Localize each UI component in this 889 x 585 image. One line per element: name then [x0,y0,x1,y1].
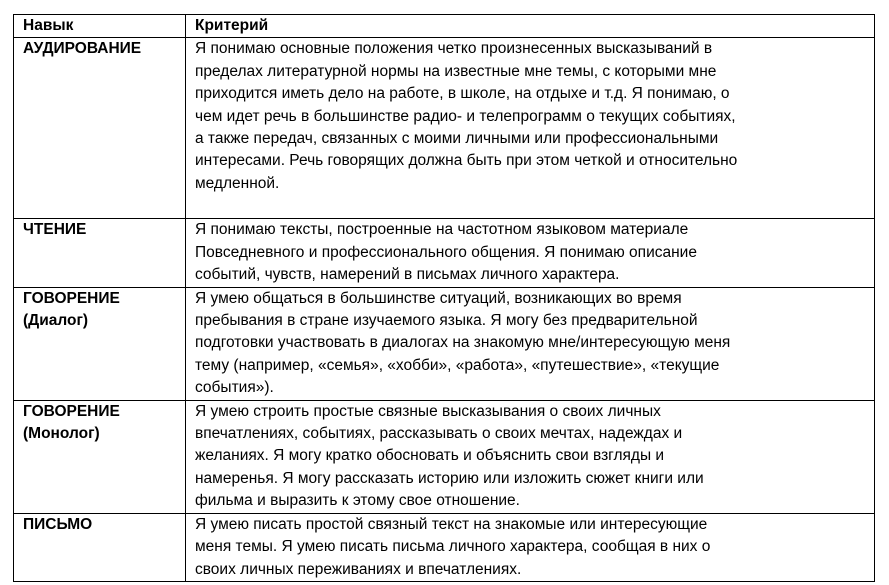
criterion-cell-line: своих личных переживаниях и впечатлениях. [195,560,522,578]
table-row [14,38,875,219]
criterion-cell-line: намеренья. Я могу рассказать историю или изложить сюжет книги или [195,469,704,487]
header-criterion: Критерий [186,15,875,38]
header-skill: Навык [14,15,186,38]
criterion-cell-line: пределах литературной нормы на известные мне темы, с которыми мне [195,62,717,80]
criterion-cell-line: Я умею писать простой связный текст на знакомые или интересующие [195,515,708,533]
criterion-cell-line: события»). [195,379,274,397]
table-header-row [14,15,875,38]
criterion-cell [186,513,875,581]
skill-cell-line: ПИСЬМО [23,515,93,533]
table-row [14,219,875,287]
skill-cell-line: (Диалог) [23,312,89,330]
criterion-cell-line: Я понимаю основные положения четко произнесенных высказываний в [195,40,713,58]
criterion-cell-line: Я умею строить простые связные высказывания о своих личных [195,402,661,420]
skill-cell [14,287,186,400]
skill-cell-line: ГОВОРЕНИЕ [23,402,120,420]
criterion-cell-line: а также передач, связанных с моими личными или профессиональными [195,130,719,148]
table-row [14,400,875,513]
skill-cell [14,513,186,581]
criterion-cell [186,287,875,400]
criterion-cell-line: меня темы. Я умею писать письма личного характера, сообщая в них о [195,538,711,556]
skills-criteria-table [13,14,875,582]
criterion-cell-line: пребывания в стране изучаемого языка. Я могу без предварительной [195,312,698,330]
criterion-cell-line: чем идет речь в большинстве радио- и телепрограмм о текущих событиях, [195,107,736,125]
criterion-cell [186,38,875,219]
criterion-cell-line: тему (например, «семья», «хобби», «работа», «путешествие», «текущие [195,356,720,374]
criterion-cell-line: интересами. Речь говорящих должна быть при этом четкой и относительно [195,152,738,170]
criterion-cell-line: медленной. [195,174,280,192]
criterion-cell-line: Я понимаю тексты, построенные на частотном языковом материале [195,221,689,239]
skill-cell [14,400,186,513]
table-row [14,287,875,400]
criterion-cell-line: приходится иметь дело на работе, в школе, на отдыхе и т.д. Я понимаю, о [195,85,730,103]
criterion-cell-line: Повседневного и профессионального общения. Я понимаю описание [195,243,697,261]
skill-cell-line: ЧТЕНИЕ [23,221,87,239]
skill-cell [14,219,186,287]
criterion-cell [186,219,875,287]
skill-cell-line: АУДИРОВАНИЕ [23,40,142,58]
criterion-cell-line: впечатлениях, событиях, рассказывать о своих мечтах, надеждах и [195,425,683,443]
table-row [14,513,875,581]
criterion-cell-line: фильма и выразить к этому свое отношение. [195,492,520,510]
criterion-cell-line: Я умею общаться в большинстве ситуаций, возникающих во время [195,289,682,307]
skill-cell-line: ГОВОРЕНИЕ [23,289,120,307]
skill-cell [14,38,186,219]
criterion-cell-line: подготовки участвовать в диалогах на знакомую мне/интересующую меня [195,334,731,352]
criterion-cell-line: событий, чувств, намерений в письмах личного характера. [195,266,620,284]
criterion-cell-line: желаниях. Я могу кратко обосновать и объяснить свои взгляды и [195,447,665,465]
criterion-cell [186,400,875,513]
skill-cell-line: (Монолог) [23,425,100,443]
